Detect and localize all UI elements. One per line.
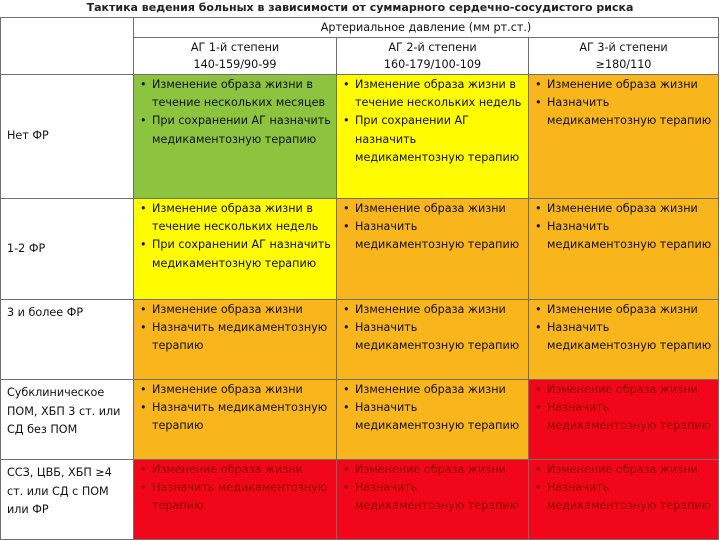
tactic-item: • Назначить медикаментозную терапию xyxy=(535,319,718,355)
tactic-item: • Назначить медикаментозную терапию xyxy=(535,479,718,515)
tactic-cell xyxy=(529,460,719,540)
risk-factor-label: Нет ФР xyxy=(1,75,134,199)
tactic-list xyxy=(337,199,528,255)
tactic-item: • Изменение образа жизни xyxy=(535,76,718,94)
tactic-list xyxy=(337,300,528,356)
tactic-cell xyxy=(529,75,719,199)
table-body xyxy=(1,75,719,540)
table-row xyxy=(1,75,719,199)
grade-1-header xyxy=(134,38,337,75)
tactic-item: • Изменение образа жизни в течение нескольких недель xyxy=(343,76,528,112)
tactic-list xyxy=(529,300,718,356)
tactic-item: • Назначить медикаментозную терапию xyxy=(343,479,528,515)
tactic-item: • Назначить медикаментозную терапию xyxy=(343,319,528,355)
grade-3-header xyxy=(529,38,719,75)
tactic-cell xyxy=(134,460,337,540)
table-row xyxy=(1,380,719,460)
tactic-item: • Назначить медикаментозную терапию xyxy=(343,399,528,435)
tactic-item: • Назначить медикаментозную терапию xyxy=(140,479,336,515)
tactic-item: • Изменение образа жизни в течение нескольких недель xyxy=(140,200,336,236)
tactic-list xyxy=(134,300,336,356)
tactic-item: • Изменение образа жизни xyxy=(140,301,336,319)
tactic-item: • Изменение образа жизни xyxy=(140,381,336,399)
bp-header: Артериальное давление (мм рт.ст.) xyxy=(134,18,719,38)
tactic-item: • Назначить медикаментозную терапию xyxy=(535,399,718,435)
tactic-item: • Изменение образа жизни xyxy=(140,461,336,479)
tactic-cell xyxy=(337,380,529,460)
corner-cell xyxy=(1,18,134,75)
tactic-item: • При сохранении АГ назначить медикаментозную терапию xyxy=(140,236,336,272)
risk-table xyxy=(0,17,719,540)
risk-factor-label: 1-2 ФР xyxy=(1,199,134,300)
tactic-cell xyxy=(529,300,719,380)
risk-factor-label: ССЗ, ЦВБ, ХБП ≥4 ст. или СД с ПОМ или ФР xyxy=(1,460,134,540)
table-row xyxy=(1,199,719,300)
page-title: Тактика ведения больных в зависимости от суммарного сердечно-сосудистого риска xyxy=(86,1,634,14)
tactic-cell xyxy=(337,75,529,199)
tactic-cell xyxy=(529,199,719,300)
tactic-item: • Изменение образа жизни xyxy=(535,461,718,479)
tactic-item: • Изменение образа жизни xyxy=(343,381,528,399)
grade-name: АГ 3-й степени xyxy=(579,41,668,54)
grade-name: АГ 1-й степени xyxy=(190,41,280,54)
tactic-list xyxy=(529,199,718,255)
risk-factor-label: Субклиническое ПОМ, ХБП 3 ст. или СД без ПОМ xyxy=(1,380,134,460)
risk-factor-label: 3 и более ФР xyxy=(1,300,134,380)
tactic-list xyxy=(134,460,336,516)
grade-name: АГ 2-й степени xyxy=(388,41,477,54)
tactic-item: • Назначить медикаментозную терапию xyxy=(535,218,718,254)
tactic-item: • Изменение образа жизни в течение нескольких месяцев xyxy=(140,76,336,112)
tactic-item: • Изменение образа жизни xyxy=(343,461,528,479)
tactic-cell xyxy=(529,380,719,460)
tactic-list xyxy=(134,75,336,149)
tactic-cell xyxy=(337,199,529,300)
tactic-cell xyxy=(337,460,529,540)
tactic-list xyxy=(529,460,718,516)
tactic-item: • Изменение образа жизни xyxy=(535,200,718,218)
tactic-cell xyxy=(134,75,337,199)
tactic-cell xyxy=(337,300,529,380)
tactic-cell xyxy=(134,300,337,380)
tactic-cell xyxy=(134,199,337,300)
tactic-list xyxy=(337,75,528,167)
tactic-item: • Изменение образа жизни xyxy=(343,200,528,218)
tactic-list xyxy=(337,380,528,436)
tactic-item: • При сохранении АГ назначить медикаментозную терапию xyxy=(140,112,336,148)
table-row xyxy=(1,460,719,540)
tactic-item: • При сохранении АГ назначить медикаментозную терапию xyxy=(343,112,528,167)
tactic-item: • Изменение образа жизни xyxy=(535,381,718,399)
tactic-item: • Назначить медикаментозную терапию xyxy=(535,94,718,130)
tactic-item: • Назначить медикаментозную терапию xyxy=(343,218,528,254)
tactic-item: • Назначить медикаментозную терапию xyxy=(140,399,336,435)
tactic-list xyxy=(529,75,718,131)
tactic-item: • Изменение образа жизни xyxy=(535,301,718,319)
tactic-cell xyxy=(134,380,337,460)
tactic-list xyxy=(337,460,528,516)
tactic-list xyxy=(134,380,336,436)
tactic-item: • Назначить медикаментозную терапию xyxy=(140,319,336,355)
grade-range: 140-159/90-99 xyxy=(193,58,277,71)
grade-2-header xyxy=(337,38,529,75)
tactic-list xyxy=(529,380,718,436)
grade-range: ≥180/110 xyxy=(595,58,652,71)
grade-range: 160-179/100-109 xyxy=(383,58,482,71)
tactic-list xyxy=(134,199,336,273)
table-row xyxy=(1,300,719,380)
tactic-item: • Изменение образа жизни xyxy=(343,301,528,319)
